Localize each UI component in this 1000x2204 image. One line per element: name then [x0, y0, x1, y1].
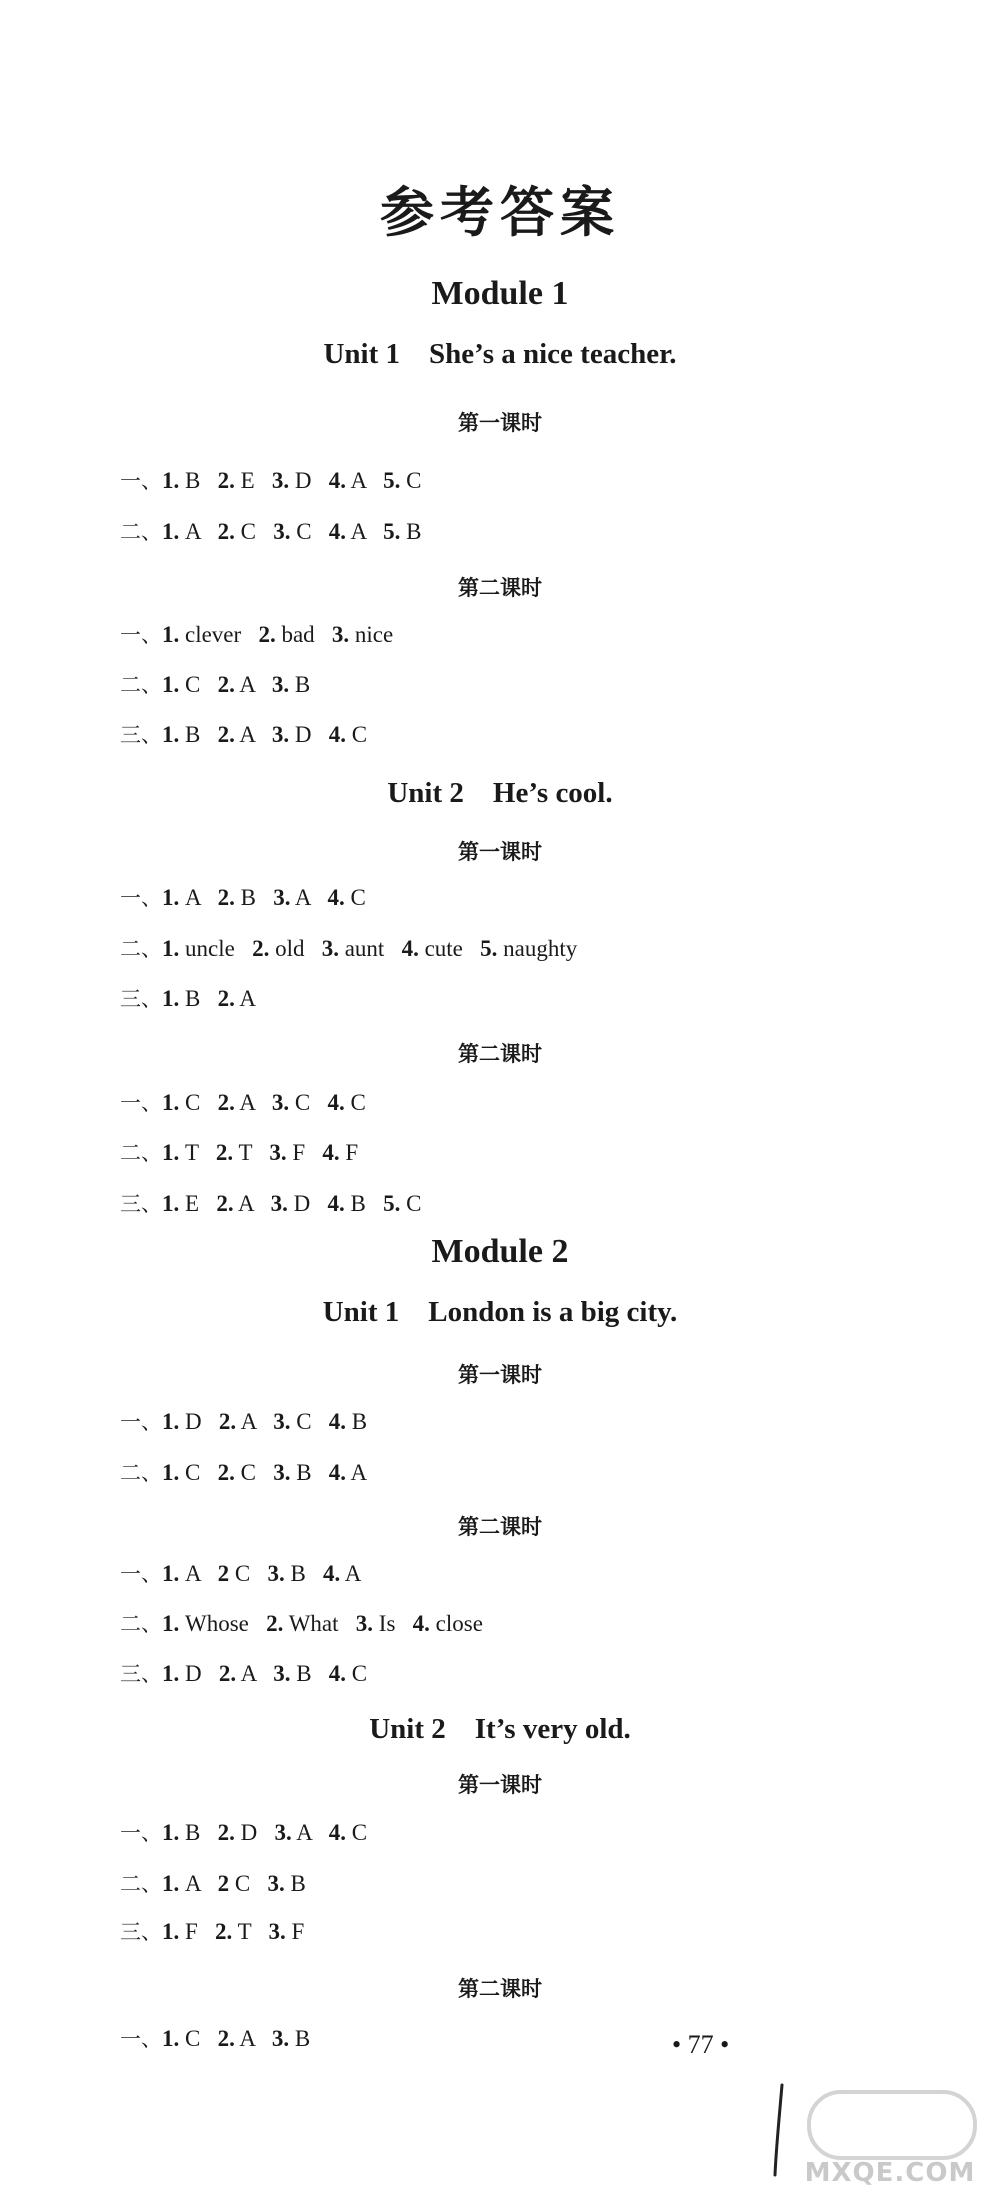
- answer-value: B: [185, 1820, 201, 1845]
- answer-value: F: [292, 1140, 306, 1165]
- answer-value: C: [351, 722, 368, 747]
- answer-line: [120, 1188, 421, 1218]
- page-number: • 77 •: [672, 2030, 730, 2059]
- watermark: [785, 2080, 995, 2200]
- answer-value: B: [294, 2026, 311, 2051]
- section-number: 一、: [120, 1410, 162, 1434]
- answer-value: B: [406, 519, 422, 544]
- answer-value: C: [406, 468, 422, 493]
- lesson-title: 第二课时: [458, 1977, 542, 2001]
- unit-title: Unit 2 It’s very old.: [369, 1713, 631, 1745]
- answer-value: B: [351, 1409, 368, 1434]
- answer-value: D: [293, 1191, 311, 1216]
- answer-value: B: [296, 1460, 312, 1485]
- question-number: 1.: [162, 1090, 180, 1115]
- answer-value: D: [240, 1820, 258, 1845]
- question-number: 4.: [322, 1140, 340, 1165]
- answer-line: [120, 1457, 367, 1487]
- answer-value: A: [238, 1191, 254, 1216]
- question-number: 1.: [162, 722, 180, 747]
- answer-value: A: [239, 672, 255, 697]
- answer-value: C: [406, 1191, 422, 1216]
- question-number: 5.: [383, 1191, 401, 1216]
- answer-value: A: [239, 986, 256, 1011]
- answer-line: [120, 1658, 367, 1688]
- question-number: 3.: [273, 1661, 291, 1686]
- answer-value: T: [237, 1919, 252, 1944]
- answer-line: [120, 516, 421, 546]
- answer-line: [120, 1608, 483, 1638]
- answer-value: F: [345, 1140, 359, 1165]
- question-number: 2.: [217, 468, 235, 493]
- watermark-logo-icon: [807, 2090, 977, 2160]
- answer-value: D: [185, 1409, 202, 1434]
- answer-value: C: [240, 1460, 256, 1485]
- question-number: 1.: [162, 1460, 180, 1485]
- question-number: 1.: [162, 1871, 180, 1896]
- question-number: 2.: [217, 885, 235, 910]
- question-number: 3.: [273, 519, 291, 544]
- question-number: 5.: [383, 519, 401, 544]
- answer-value: B: [290, 1871, 306, 1896]
- question-number: 1.: [162, 1140, 180, 1165]
- answer-value: B: [294, 672, 311, 697]
- answer-line: [120, 933, 577, 963]
- answer-line: [120, 983, 256, 1013]
- answer-value: A: [350, 1460, 368, 1485]
- question-number: 1.: [162, 1919, 180, 1944]
- answer-value: A: [185, 519, 201, 544]
- answer-value: What: [288, 1611, 339, 1636]
- answer-value: A: [239, 2026, 255, 2051]
- answer-value: B: [296, 1661, 312, 1686]
- answer-line: [120, 2023, 310, 2053]
- answer-line: [120, 1558, 361, 1588]
- answer-value: A: [344, 1561, 362, 1586]
- answer-line: [120, 1137, 358, 1167]
- answer-value: bad: [281, 622, 315, 647]
- answer-line: [120, 619, 393, 649]
- watermark-text: MXQE.COM: [804, 2158, 976, 2188]
- answer-value: D: [185, 1661, 202, 1686]
- question-number: 3.: [271, 672, 290, 697]
- answer-value: C: [185, 2026, 201, 2051]
- answer-value: old: [275, 936, 305, 961]
- answer-value: B: [240, 885, 256, 910]
- question-number: 1.: [162, 1409, 180, 1434]
- section-number: 三、: [120, 1920, 162, 1944]
- answer-value: C: [185, 1460, 201, 1485]
- answer-value: F: [185, 1919, 198, 1944]
- question-number: 4.: [327, 885, 345, 910]
- answer-value: C: [234, 1561, 251, 1586]
- question-number: 5.: [383, 468, 401, 493]
- question-number: 2.: [217, 722, 235, 747]
- question-number: 4.: [323, 1561, 341, 1586]
- question-number: 3.: [271, 468, 290, 493]
- section-number: 三、: [120, 1662, 162, 1686]
- lesson-title: 第一课时: [458, 840, 542, 864]
- answer-value: A: [350, 519, 366, 544]
- question-number: 2.: [215, 1919, 233, 1944]
- question-number: 4.: [328, 519, 347, 544]
- answer-value: C: [296, 1409, 312, 1434]
- section-number: 二、: [120, 1141, 162, 1165]
- question-number: 1.: [162, 468, 180, 493]
- question-number: 2.: [217, 986, 235, 1011]
- section-number: 二、: [120, 1612, 162, 1636]
- answer-value: D: [294, 722, 312, 747]
- answer-line: [120, 465, 421, 495]
- answer-value: B: [350, 1191, 366, 1216]
- question-number: 3.: [273, 1460, 291, 1485]
- answer-value: uncle: [185, 936, 235, 961]
- question-number: 2.: [217, 2026, 235, 2051]
- section-number: 三、: [120, 723, 162, 747]
- module-title: Module 2: [431, 1233, 569, 1270]
- question-number: 3.: [273, 1409, 291, 1434]
- question-number: 2.: [215, 1140, 234, 1165]
- section-number: 一、: [120, 2027, 162, 2051]
- question-number: 2.: [266, 1611, 284, 1636]
- question-number: 1.: [162, 1611, 180, 1636]
- answer-value: A: [296, 1820, 312, 1845]
- answer-line: [120, 882, 366, 912]
- question-number: 1.: [162, 1661, 180, 1686]
- section-number: 二、: [120, 673, 162, 697]
- question-number: 1.: [162, 2026, 180, 2051]
- lesson-title: 第一课时: [458, 411, 542, 435]
- lesson-title: 第一课时: [458, 1773, 542, 1797]
- answer-value: Whose: [185, 1611, 249, 1636]
- answer-value: A: [185, 1561, 201, 1586]
- lesson-title: 第二课时: [458, 576, 542, 600]
- module-title: Module 1: [431, 275, 569, 312]
- answer-line: [120, 669, 310, 699]
- answer-value: B: [185, 468, 201, 493]
- answer-line: [120, 1868, 306, 1898]
- answer-line: [120, 1817, 367, 1847]
- answer-value: Is: [378, 1611, 396, 1636]
- section-number: 一、: [120, 623, 162, 647]
- question-number: 3.: [274, 1820, 292, 1845]
- answer-value: aunt: [344, 936, 385, 961]
- question-number: 1.: [162, 1561, 180, 1586]
- question-number: 3.: [331, 622, 350, 647]
- question-number: 4.: [412, 1611, 430, 1636]
- question-number: 3.: [269, 1140, 287, 1165]
- answer-value: B: [290, 1561, 306, 1586]
- answer-value: A: [239, 722, 255, 747]
- answer-value: close: [435, 1611, 483, 1636]
- question-number: 2.: [217, 1820, 235, 1845]
- question-number: 3.: [268, 1919, 286, 1944]
- question-number: 2.: [252, 936, 270, 961]
- section-number: 二、: [120, 1461, 162, 1485]
- answer-value: T: [238, 1140, 253, 1165]
- question-number: 2.: [258, 622, 276, 647]
- question-number: 4.: [328, 468, 347, 493]
- answer-value: B: [185, 986, 201, 1011]
- section-number: 三、: [120, 1192, 162, 1216]
- question-number: 2.: [216, 1191, 234, 1216]
- question-number: 4.: [328, 1820, 347, 1845]
- section-number: 一、: [120, 1562, 162, 1586]
- question-number: 2.: [218, 1661, 237, 1686]
- section-number: 一、: [120, 1821, 162, 1845]
- question-number: 4.: [327, 1090, 345, 1115]
- question-number: 1.: [162, 519, 180, 544]
- answer-value: D: [294, 468, 312, 493]
- answer-value: A: [185, 1871, 201, 1896]
- section-number: 二、: [120, 520, 162, 544]
- answer-value: C: [234, 1871, 251, 1896]
- answer-value: A: [240, 1661, 256, 1686]
- question-number: 2.: [217, 672, 235, 697]
- question-number: 4.: [328, 1661, 347, 1686]
- section-number: 一、: [120, 886, 162, 910]
- lesson-title: 第一课时: [458, 1363, 542, 1387]
- lesson-title: 第二课时: [458, 1042, 542, 1066]
- section-number: 二、: [120, 937, 162, 961]
- question-number: 5.: [480, 936, 498, 961]
- question-number: 2: [217, 1871, 230, 1896]
- question-number: 2: [217, 1561, 230, 1586]
- answer-value: C: [294, 1090, 311, 1115]
- question-number: 1.: [162, 622, 180, 647]
- question-number: 1.: [162, 1820, 180, 1845]
- question-number: 4.: [328, 722, 347, 747]
- answer-line: [120, 719, 367, 749]
- section-number: 三、: [120, 987, 162, 1011]
- question-number: 3.: [273, 885, 291, 910]
- question-number: 2.: [218, 1409, 237, 1434]
- question-number: 3.: [271, 722, 290, 747]
- answer-value: A: [294, 885, 311, 910]
- answer-value: E: [240, 468, 255, 493]
- answer-value: C: [350, 1090, 366, 1115]
- answer-line: [120, 1087, 366, 1117]
- question-number: 3.: [355, 1611, 374, 1636]
- lesson-title: 第二课时: [458, 1515, 542, 1539]
- unit-title: Unit 1 London is a big city.: [322, 1296, 678, 1328]
- question-number: 3.: [271, 2026, 290, 2051]
- answer-value: nice: [354, 622, 394, 647]
- answer-value: A: [239, 1090, 255, 1115]
- answer-value: C: [350, 885, 366, 910]
- answer-value: T: [185, 1140, 199, 1165]
- question-number: 3.: [321, 936, 339, 961]
- unit-title: Unit 2 He’s cool.: [387, 777, 613, 809]
- section-number: 二、: [120, 1872, 162, 1896]
- answer-value: A: [240, 1409, 256, 1434]
- question-number: 2.: [217, 1090, 235, 1115]
- section-number: 一、: [120, 1091, 162, 1115]
- answer-value: C: [185, 1090, 201, 1115]
- unit-title: Unit 1 She’s a nice teacher.: [323, 338, 677, 370]
- answer-value: C: [185, 672, 201, 697]
- answer-value: clever: [185, 622, 242, 647]
- answer-value: A: [350, 468, 366, 493]
- question-number: 4.: [328, 1460, 347, 1485]
- question-number: 1.: [162, 936, 180, 961]
- question-number: 3.: [271, 1090, 290, 1115]
- question-number: 2.: [217, 1460, 235, 1485]
- answer-value: E: [185, 1191, 200, 1216]
- question-number: 3.: [267, 1871, 285, 1896]
- question-number: 3.: [270, 1191, 288, 1216]
- answer-value: C: [240, 519, 256, 544]
- question-number: 3.: [267, 1561, 285, 1586]
- question-number: 1.: [162, 986, 180, 1011]
- answer-value: cute: [424, 936, 463, 961]
- answer-value: C: [351, 1820, 368, 1845]
- question-number: 1.: [162, 672, 180, 697]
- question-number: 1.: [162, 885, 180, 910]
- answer-line: [120, 1916, 304, 1946]
- section-number: 一、: [120, 469, 162, 493]
- answer-line: [120, 1406, 367, 1436]
- question-number: 2.: [217, 519, 235, 544]
- answer-value: C: [296, 519, 312, 544]
- answer-value: F: [291, 1919, 305, 1944]
- question-number: 1.: [162, 1191, 180, 1216]
- question-number: 4.: [327, 1191, 345, 1216]
- answer-value: C: [351, 1661, 368, 1686]
- question-number: 4.: [401, 936, 419, 961]
- answer-value: A: [185, 885, 201, 910]
- question-number: 4.: [328, 1409, 347, 1434]
- answer-value: B: [185, 722, 201, 747]
- answer-value: naughty: [503, 936, 578, 961]
- page-title: 参考答案: [380, 181, 620, 244]
